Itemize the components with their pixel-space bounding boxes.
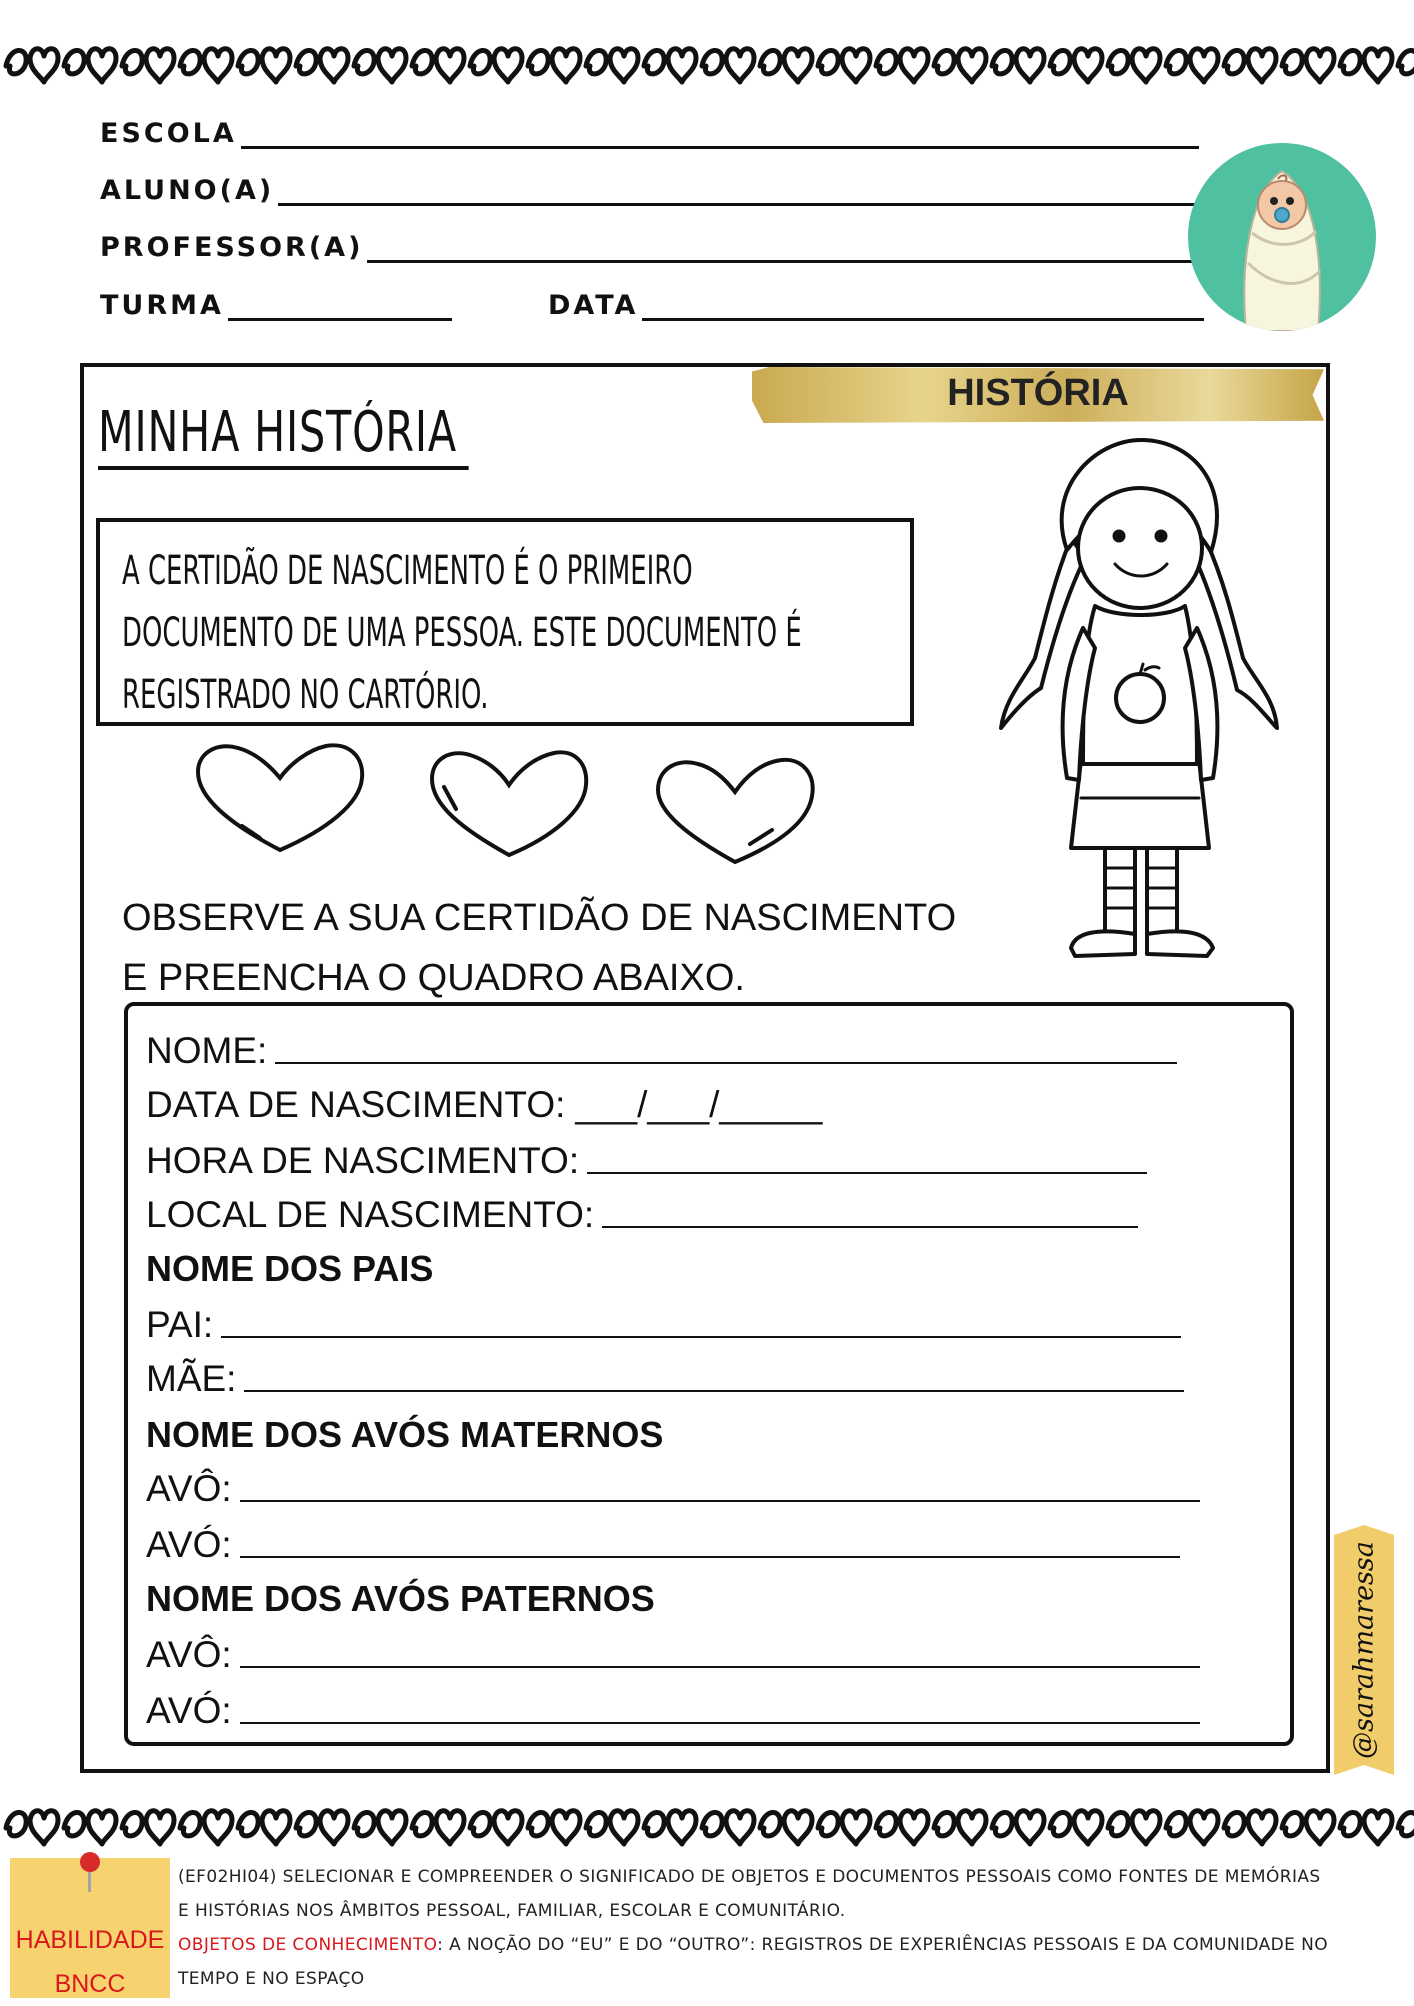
info-text: A CERTIDÃO DE NASCIMENTO É O PRIMEIRO DOCUMENTO DE UMA PESSOA. ESTE DOCUMENTO É REGISTRADO NO CARTÓRIO. (122, 548, 802, 718)
girl-illustration (995, 428, 1285, 968)
form-row-avo-paterna (146, 1682, 1200, 1732)
data-nascimento-label: DATA DE NASCIMENTO: (146, 1084, 566, 1125)
local-field[interactable] (602, 1224, 1138, 1228)
date-field[interactable]: ___/___/_____ (575, 1084, 823, 1125)
avo-paterno-field[interactable] (240, 1664, 1200, 1668)
habilidade-line1: HABILIDADE (15, 1926, 165, 1954)
baby-icon (1188, 143, 1376, 331)
author-signature: @sarahmaressa (1348, 1541, 1380, 1759)
habilidade-label (10, 1918, 170, 2006)
nome-label: NOME: (146, 1030, 268, 1071)
form-row-hora (146, 1132, 1147, 1182)
aluno-row (100, 175, 1196, 206)
bncc-objetos-line (178, 1928, 1398, 1962)
form-row-avo-paterno (146, 1626, 1200, 1676)
subject-label: HISTÓRIA (947, 372, 1129, 414)
avos-paternos-heading: NOME DOS AVÓS PATERNOS (146, 1578, 655, 1619)
data-row (548, 290, 1204, 321)
avo-materna-field[interactable] (240, 1554, 1180, 1558)
heart-outline-icon (190, 738, 370, 858)
instruction-line2: E PREENCHA O QUADRO ABAIXO. (122, 957, 745, 999)
bncc-skill-line1: (EF02HI04) SELECIONAR E COMPREENDER O SIGNIFICADO DE OBJETOS E DOCUMENTOS PESSOAIS COMO FONTES DE MEMÓRIAS (178, 1867, 1321, 1887)
nome-field[interactable] (275, 1060, 1177, 1064)
escola-label: ESCOLA (100, 118, 237, 149)
data-field[interactable] (642, 294, 1204, 321)
push-pin-head (80, 1852, 100, 1872)
instruction (122, 888, 956, 1008)
bncc-text (178, 1860, 1398, 1996)
professor-label: PROFESSOR(A) (100, 232, 364, 263)
avo-paterna-field[interactable] (240, 1720, 1200, 1724)
objetos-label: OBJETOS DE CONHECIMENTO (178, 1935, 438, 1955)
form-row-nome (146, 1022, 1177, 1072)
heart-loop-path (6, 1811, 1414, 1844)
bncc-skill-line2: E HISTÓRIAS NOS ÂMBITOS PESSOAL, FAMILIAR, ESCOLAR E COMUNITÁRIO. (178, 1901, 846, 1921)
professor-field[interactable] (367, 236, 1207, 263)
instruction-line1: OBSERVE A SUA CERTIDÃO DE NASCIMENTO (122, 897, 957, 939)
heart-border-top (0, 28, 1414, 98)
bncc-objetos-line2: TEMPO E NO ESPAÇO (178, 1969, 365, 1989)
form-row-mae (146, 1350, 1184, 1400)
heart-outline-icon (650, 752, 820, 870)
pai-label: PAI: (146, 1304, 214, 1345)
birth-certificate-form (124, 1002, 1294, 1746)
escola-field[interactable] (241, 122, 1199, 149)
baby-badge (1188, 143, 1376, 331)
avo-materna-label: AVÓ: (146, 1524, 232, 1565)
local-nascimento-label: LOCAL DE NASCIMENTO: (146, 1194, 595, 1235)
heart-loop-path (6, 49, 1414, 82)
form-row-local (146, 1186, 1138, 1236)
avo-materno-label: AVÔ: (146, 1468, 232, 1509)
mae-field[interactable] (244, 1388, 1184, 1392)
form-row-avo-materna (146, 1516, 1180, 1566)
avo-paterno-label: AVÔ: (146, 1634, 232, 1675)
form-row-avo-materno (146, 1460, 1200, 1510)
mae-label: MÃE: (146, 1358, 237, 1399)
heart-outline-icon (424, 745, 594, 863)
aluno-label: ALUNO(A) (100, 175, 275, 206)
form-row-data (146, 1076, 822, 1126)
avo-paterna-label: AVÓ: (146, 1690, 232, 1731)
avo-materno-field[interactable] (240, 1498, 1200, 1502)
escola-row (100, 118, 1199, 149)
pai-field[interactable] (221, 1334, 1181, 1338)
objetos-text: : A NOÇÃO DO “EU” E DO “OUTRO”: REGISTROS DE EXPERIÊNCIAS PESSOAIS E DA COMUNIDADE NO (437, 1935, 1328, 1955)
turma-label: TURMA (100, 290, 224, 321)
habilidade-line2: BNCC (54, 1970, 126, 1998)
aluno-field[interactable] (278, 179, 1196, 206)
heart-border-bottom (0, 1790, 1414, 1860)
professor-row (100, 232, 1207, 263)
page-title: MINHA HISTÓRIA (98, 400, 468, 470)
hora-field[interactable] (587, 1170, 1147, 1174)
turma-row (100, 290, 452, 321)
info-box (96, 518, 914, 726)
nome-pais-heading: NOME DOS PAIS (146, 1248, 434, 1289)
hora-nascimento-label: HORA DE NASCIMENTO: (146, 1140, 580, 1181)
form-row-pai (146, 1296, 1181, 1346)
avos-maternos-heading: NOME DOS AVÓS MATERNOS (146, 1414, 664, 1455)
data-label: DATA (548, 290, 639, 321)
turma-field[interactable] (228, 294, 452, 321)
